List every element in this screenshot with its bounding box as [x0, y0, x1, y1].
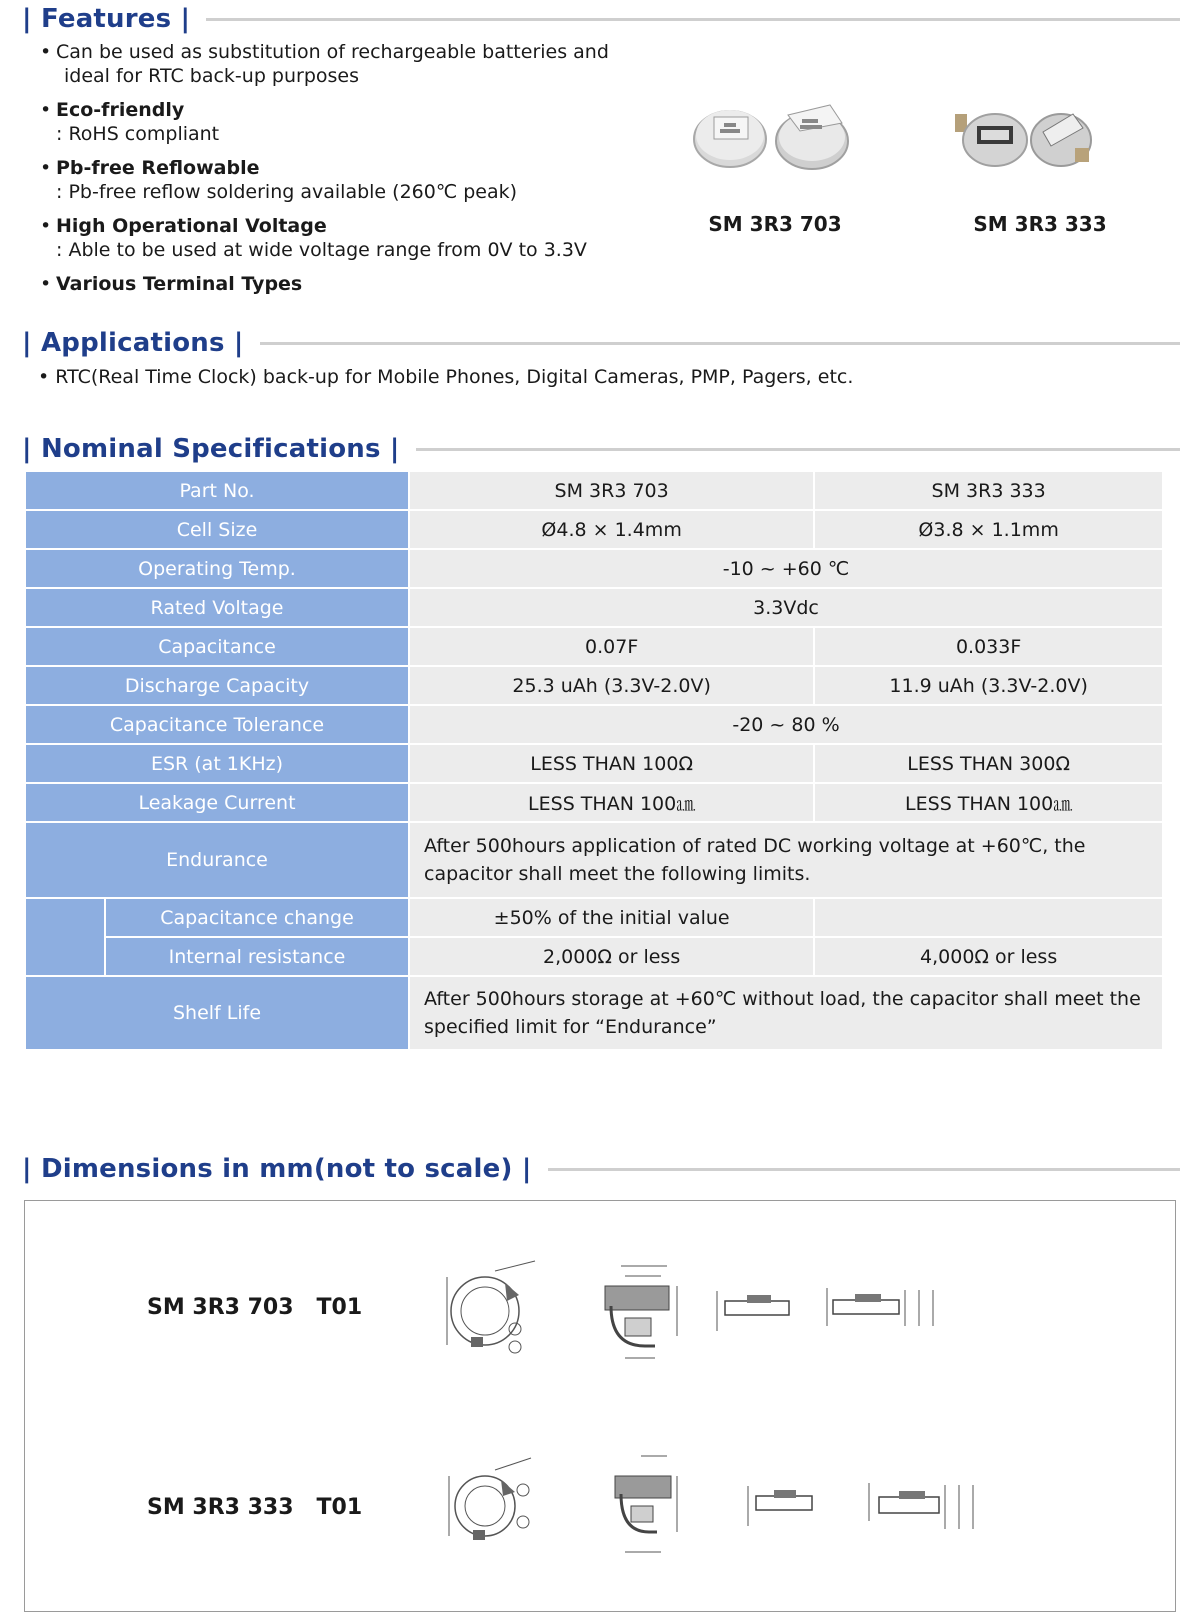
table-row	[26, 667, 1162, 704]
spec-value: After 500hours storage at +60℃ without load, the capacitor shall meet the specified limit for “Endurance”	[410, 977, 1162, 1049]
bullet-icon: •	[40, 99, 52, 121]
spec-value: Ø3.8 × 1.1mm	[815, 511, 1162, 548]
spec-value: -10 ~ +60 ℃	[410, 550, 1162, 587]
spec-value: Ø4.8 × 1.4mm	[410, 511, 813, 548]
applications-item	[38, 366, 853, 388]
spec-label: Leakage Current	[26, 784, 408, 821]
bullet-icon: •	[38, 366, 50, 388]
applications-text: RTC(Real Time Clock) back-up for Mobile Phones, Digital Cameras, PMP, Pagers, etc.	[55, 366, 854, 388]
feature-title: Various Terminal Types	[56, 273, 303, 295]
section-divider	[260, 342, 1180, 345]
dimension-model-label: SM 3R3 703 T01	[147, 1295, 363, 1320]
specs-heading: | Nominal Specifications |	[22, 434, 400, 464]
features-heading: | Features |	[22, 4, 191, 34]
dimension-drawing-top-view	[435, 1446, 555, 1556]
dimension-drawing-side-view	[730, 1476, 830, 1536]
product-label-333: SM 3R3 333	[973, 212, 1107, 236]
section-divider	[206, 18, 1180, 21]
spec-value: After 500hours application of rated DC working voltage at +60℃, the capacitor shall meet the following limits.	[410, 823, 1162, 897]
feature-item	[38, 40, 618, 88]
dimension-drawing-side-view	[695, 1281, 805, 1341]
feature-item	[38, 98, 618, 146]
specs-header	[22, 432, 1180, 466]
feature-detail: : RoHS compliant	[56, 123, 220, 145]
spec-value: 11.9 uAh (3.3V-2.0V)	[815, 667, 1162, 704]
spec-value: SM 3R3 703	[410, 472, 813, 509]
table-row	[26, 511, 1162, 548]
spec-value: SM 3R3 333	[815, 472, 1162, 509]
dimension-drawing-terminal-view	[585, 1436, 695, 1571]
endurance-indent	[26, 899, 104, 975]
feature-title: Pb-free Reflowable	[56, 157, 260, 179]
feature-title: Eco-friendly	[56, 99, 185, 121]
feature-item	[38, 156, 618, 204]
spec-value: -20 ~ 80 %	[410, 706, 1162, 743]
feature-detail: : Able to be used at wide voltage range from 0V to 3.3V	[56, 239, 587, 261]
table-row	[26, 784, 1162, 821]
spec-table	[24, 470, 1164, 1051]
feature-title: High Operational Voltage	[56, 215, 327, 237]
dimensions-heading: | Dimensions in mm(not to scale) |	[22, 1154, 532, 1184]
spec-label: Capacitance Tolerance	[26, 706, 408, 743]
applications-header	[22, 326, 1180, 360]
spec-value: LESS THAN 100㏂	[815, 784, 1162, 821]
section-divider	[548, 1168, 1180, 1171]
spec-value: 4,000Ω or less	[815, 938, 1162, 975]
dimension-drawing-terminal-view	[585, 1246, 695, 1371]
feature-detail: : Pb-free reflow soldering available (260℃ peak)	[56, 181, 518, 203]
dimension-drawing-top-view	[435, 1251, 555, 1361]
table-row	[26, 899, 1162, 936]
product-label-703: SM 3R3 703	[708, 212, 842, 236]
spec-value	[815, 899, 1162, 936]
spec-value: ±50% of the initial value	[410, 899, 813, 936]
spec-label: Discharge Capacity	[26, 667, 408, 704]
spec-label: Operating Temp.	[26, 550, 408, 587]
dimension-model-label: SM 3R3 333 T01	[147, 1495, 363, 1520]
section-divider	[416, 448, 1180, 451]
spec-label: Part No.	[26, 472, 408, 509]
spec-value: 2,000Ω or less	[410, 938, 813, 975]
product-photo-333	[955, 100, 1105, 175]
feature-item	[38, 214, 618, 262]
spec-label: Internal resistance	[106, 938, 408, 975]
spec-label: Cell Size	[26, 511, 408, 548]
spec-value: 0.07F	[410, 628, 813, 665]
applications-heading: | Applications |	[22, 328, 244, 358]
table-row	[26, 745, 1162, 782]
spec-label: Endurance	[26, 823, 408, 897]
table-row	[26, 472, 1162, 509]
spec-label: Shelf Life	[26, 977, 408, 1049]
dimension-drawing-detail-view	[815, 1276, 945, 1351]
bullet-icon: •	[40, 41, 52, 63]
table-row	[26, 628, 1162, 665]
spec-label: Capacitance	[26, 628, 408, 665]
bullet-icon: •	[40, 215, 52, 237]
table-row	[26, 706, 1162, 743]
spec-label: Capacitance change	[106, 899, 408, 936]
dimension-drawing-detail-view	[855, 1471, 985, 1546]
features-list	[38, 40, 618, 304]
feature-text: Can be used as substitution of rechargeable batteries and	[56, 41, 609, 63]
product-photo-703	[690, 95, 860, 175]
table-row	[26, 977, 1162, 1049]
spec-value: LESS THAN 100Ω	[410, 745, 813, 782]
table-row	[26, 589, 1162, 626]
spec-value: 25.3 uAh (3.3V-2.0V)	[410, 667, 813, 704]
spec-value: LESS THAN 300Ω	[815, 745, 1162, 782]
dimensions-header	[22, 1152, 1180, 1186]
features-header	[22, 2, 1180, 36]
spec-label: ESR (at 1KHz)	[26, 745, 408, 782]
bullet-icon: •	[40, 273, 52, 295]
feature-text: ideal for RTC back-up purposes	[64, 65, 360, 87]
bullet-icon: •	[40, 157, 52, 179]
spec-label: Rated Voltage	[26, 589, 408, 626]
dimensions-panel	[24, 1200, 1176, 1612]
table-row	[26, 550, 1162, 587]
table-row	[26, 823, 1162, 897]
spec-value: 3.3Vdc	[410, 589, 1162, 626]
spec-value: 0.033F	[815, 628, 1162, 665]
feature-item	[38, 272, 618, 296]
spec-value: LESS THAN 100㏂	[410, 784, 813, 821]
table-row	[26, 938, 1162, 975]
